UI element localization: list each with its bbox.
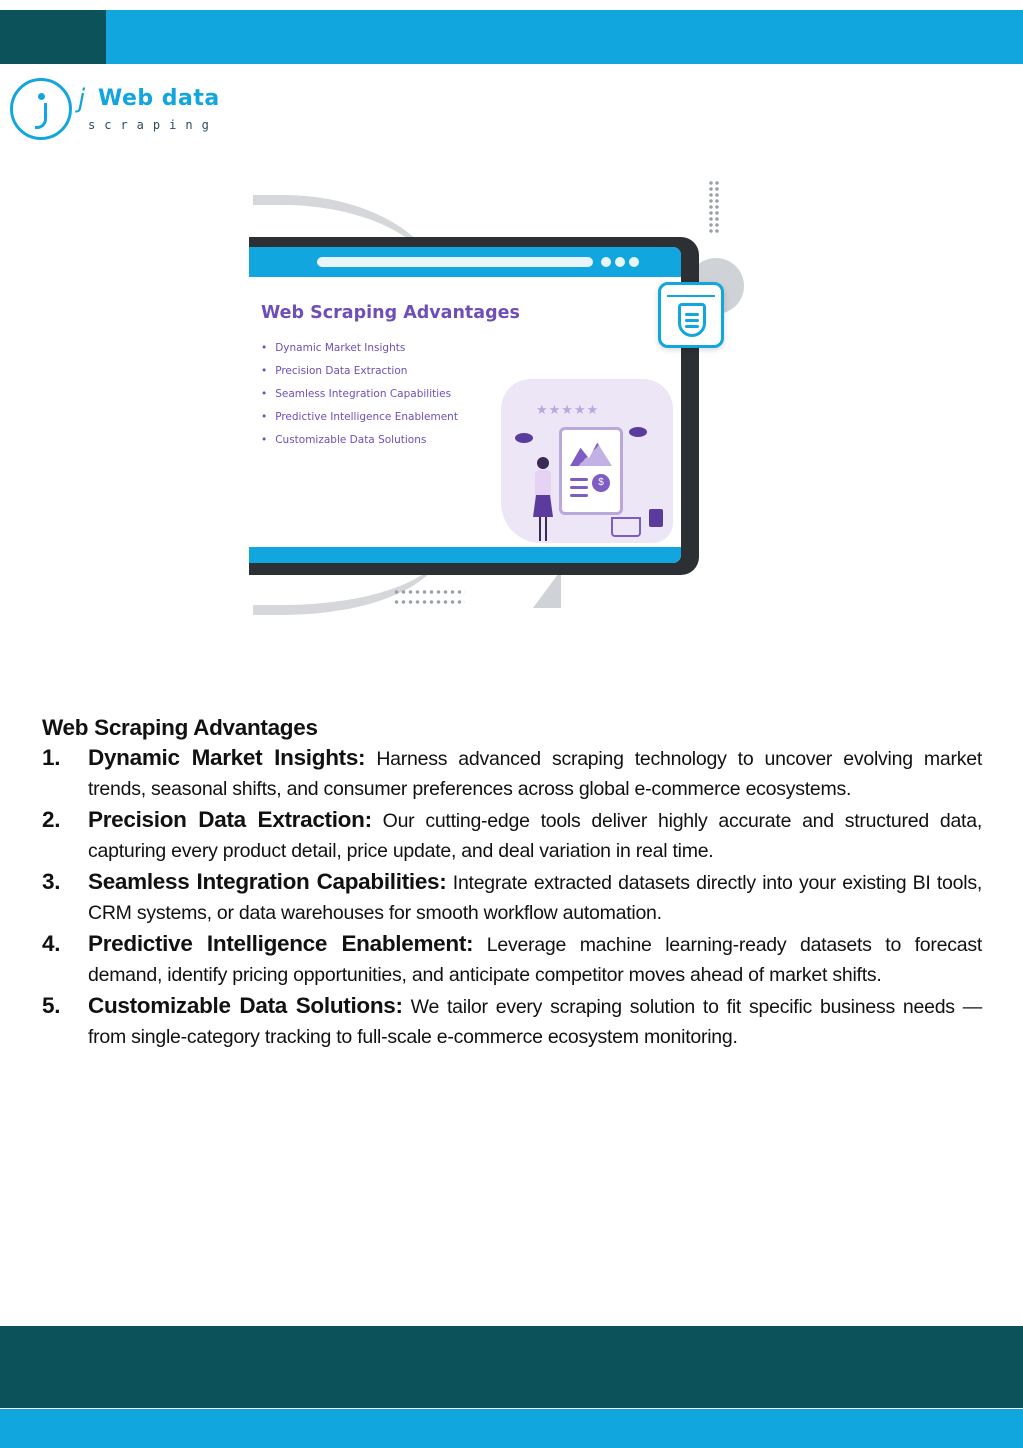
advantages-section [42,713,982,1053]
coin-icon [629,427,647,437]
chart-board-icon [559,427,623,515]
item-text: We tailor every scraping solution to fit specific business needs — from single-category tracking to full-scale e-commerce ecosystem monitoring. [88,996,982,1048]
screen-bullet: • Predictive Intelligence Enablement [261,411,458,434]
list-item [42,929,982,990]
item-text: Our cutting-edge tools deliver highly accurate and structured data, capturing every product detail, price update, and deal variation in real time. [88,810,982,862]
logo-letter: j [78,84,86,114]
header-bar-accent [0,10,106,64]
footer-bar-accent [0,1409,1023,1448]
item-number: 5. [42,993,61,1018]
coin-icon [515,433,533,443]
security-card [658,282,724,348]
screen-footer-bar [249,547,681,563]
item-number: 1. [42,745,61,770]
section-heading: Web Scraping Advantages [42,715,318,740]
advantages-list [42,743,982,1052]
item-title: Customizable Data Solutions: [88,993,403,1018]
footer-bar [0,1326,1023,1408]
list-item [42,743,982,804]
screen-bullet: • Dynamic Market Insights [261,342,458,365]
browser-dot-icon [601,257,611,267]
item-title: Precision Data Extraction: [88,807,372,832]
shopping-cart-icon [611,517,641,537]
chart-icon [570,440,612,466]
list-item [42,867,982,928]
header-bar [0,10,1023,64]
rating-stars-icon: ★★★★★ [536,402,600,417]
item-text: Integrate extracted datasets directly into your existing BI tools, CRM systems, or data warehouses for smooth workflow automation. [88,872,982,924]
browser-url-bar [317,257,593,267]
tablet-screen [249,247,681,563]
decorative-triangle [533,570,561,608]
board-line [570,478,588,481]
browser-dot-icon [629,257,639,267]
hero-illustration [253,175,753,625]
company-logo[interactable] [8,74,248,148]
logo-sub-text: scraping [88,118,218,132]
person-figure-icon [533,457,553,543]
dollar-coin-icon: $ [592,474,610,492]
logo-mark-icon [10,78,72,140]
browser-dot-icon [615,257,625,267]
item-title: Predictive Intelligence Enablement: [88,931,474,956]
shield-icon [678,303,706,337]
item-title: Dynamic Market Insights: [88,745,366,770]
item-number: 4. [42,931,61,956]
list-item [42,991,982,1052]
board-line [570,494,588,497]
screen-bullet: • Seamless Integration Capabilities [261,388,458,411]
screen-bullet: • Customizable Data Solutions [261,434,458,457]
item-number: 2. [42,807,61,832]
screen-bullet: • Precision Data Extraction [261,365,458,388]
item-number: 3. [42,869,61,894]
decorative-dots [393,587,465,607]
board-line [570,486,588,489]
item-text: Harness advanced scraping technology to uncover evolving market trends, seasonal shifts, and consumer preferences across global e-commerce ecosystems. [88,748,982,800]
screen-bullet-list [261,342,458,457]
item-text: Leverage machine learning-ready datasets to forecast demand, identify pricing opportunities, and anticipate competitor moves ahead of market shifts. [88,934,982,986]
item-title: Seamless Integration Capabilities: [88,869,447,894]
tablet-frame [249,237,699,575]
shopping-bag-icon [649,509,663,527]
logo-brand-text: Web data [98,86,220,111]
screen-title: Web Scraping Advantages [261,303,520,323]
list-item [42,805,982,866]
decorative-dots [708,180,720,235]
card-bar [667,291,715,297]
